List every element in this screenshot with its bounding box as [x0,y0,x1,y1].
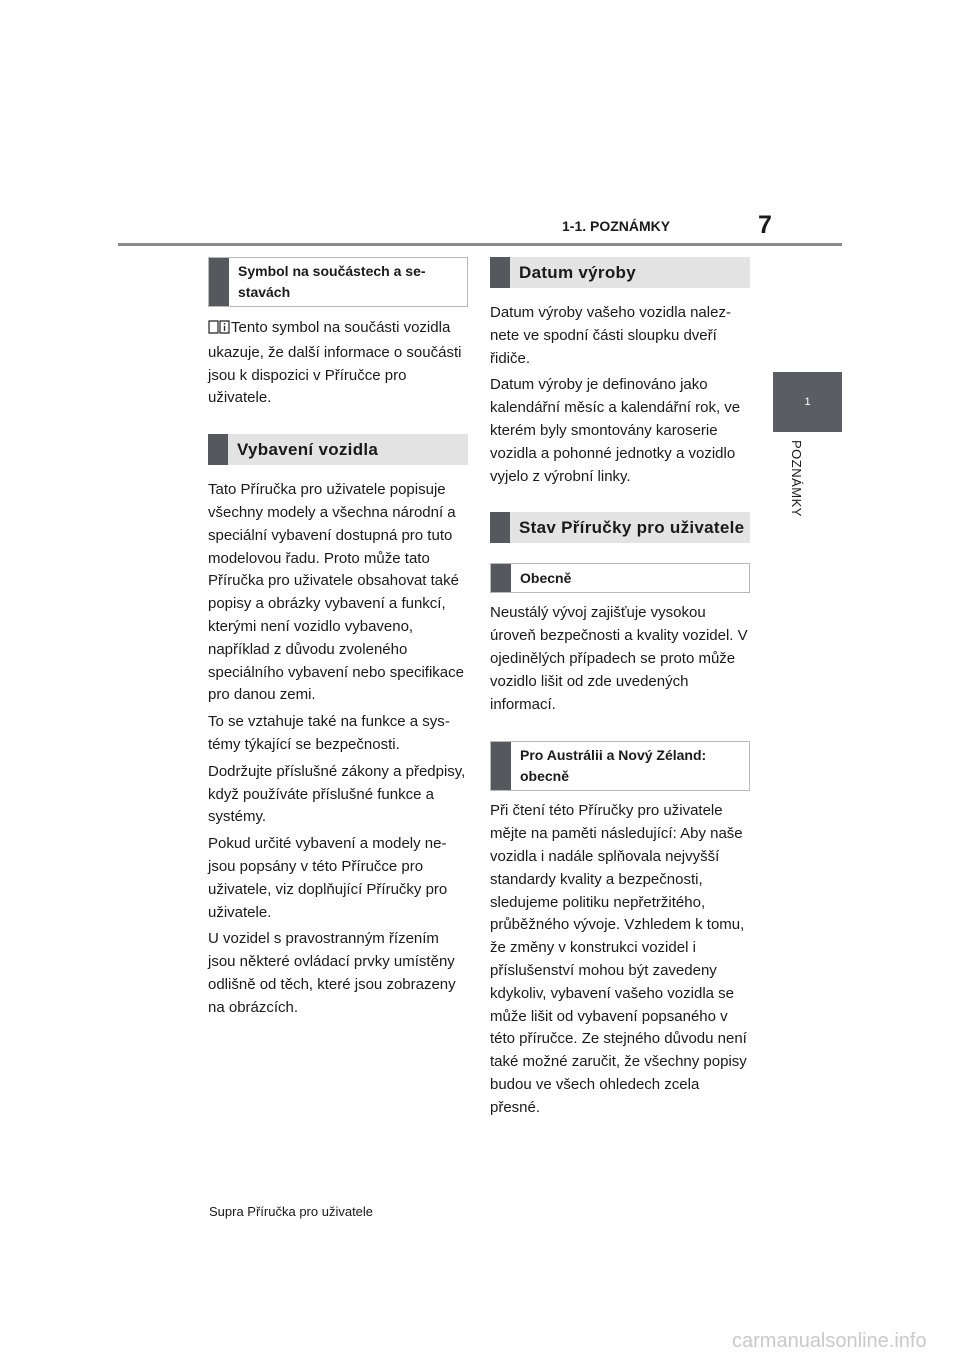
production-heading: Datum výroby [490,257,750,288]
equipment-paragraphs [208,479,468,1019]
paragraph: Pokud určité vybavení a modely nejsou popsány v této Příručce pro uživatele, viz doplňující Příručky pro uživatele. [208,835,448,921]
header-rule [118,243,842,246]
chapter-side-label: POZNÁMKY [789,440,804,517]
paragraph: Datum výroby vašeho vozidla naleznete ve spodní části sloupku dveří řidiče. [490,304,731,367]
paragraph: Datum výroby je definováno jako kalendářní měsíc a kalendářní rok, ve kterém byly smontovány karoserie vozidla a pohonné jednotky a vozidlo vyjelo z výrobní linky. [490,376,741,485]
general-paragraph: Neustálý vývoj zajišťuje vysokou úroveň bezpečnosti a kvality vozidel. V ojedinělých případech se proto může vozidlo lišit od zde uvedených informací. [490,604,748,713]
page-number: 7 [758,211,772,239]
paragraph: U vozidel s pravostranným řízením jsou některé ovládací prvky umístěny odlišně od těch, které jsou zobrazeny na obrázcích. [208,930,456,1016]
australia-box: Pro Austrálii a Nový Zéland: obecně [490,741,750,791]
status-heading: Stav Příručky pro uživatele [490,512,750,543]
book-info-icon [208,319,230,342]
general-box: Obecně [490,563,750,593]
footer-title: Supra Příručka pro uživatele [209,1204,374,1219]
chapter-tab[interactable]: 1 [773,372,842,432]
watermark: carmanualsonline.info [732,1330,927,1352]
paragraph: Tato Příručka pro uživatele popisuje všechny modely a všechna národní a speciální vybavení dostupná pro tuto modelovou řadu. Proto může tato Příručka pro uživatele obsahovat také popisy a obrázky vybavení a funkcí, kterými není vozidlo vybaveno, například z důvodu zvoleného speciálního vybavení nebo specifikace pro danou zemi. [208,481,464,704]
symbol-box [208,257,468,307]
left-column [208,257,468,1020]
section-title: 1-1. POZNÁMKY [562,218,671,234]
paragraph: To se vztahuje také na funkce a systémy týkající se bezpečnosti. [208,713,450,753]
australia-paragraph: Při čtení této Příručky pro uživatele mějte na paměti následující: Aby naše vozidla i nadále splňovala nejvyšší standardy kvality a bezpečnosti, sledujeme politiku nepřetržitého, průběžného vývoje. Vzhledem k tomu, že změny v konstrukci vozidel i příslušenství mohou být zavedeny kdykoliv, vybavení vašeho vozidla se může lišit od vybavení popsaného v této příručce. Ze stejného důvodu není také možné zaručit, že všechny popisy budou ve všech ohledech zcela přesné. [490,802,747,1116]
paragraph: Dodržujte příslušné zákony a předpisy, když používáte příslušné funkce a systémy. [208,762,466,826]
equipment-heading: Vybavení vozidla [208,434,468,465]
symbol-box-title: Symbol na součástech a sestavách [238,263,426,300]
symbol-paragraph: Tento symbol na součásti vozidla ukazuje, že další informace o součásti jsou k dispozici v Příručce pro uživatele. [208,319,462,407]
right-column [490,257,750,1120]
